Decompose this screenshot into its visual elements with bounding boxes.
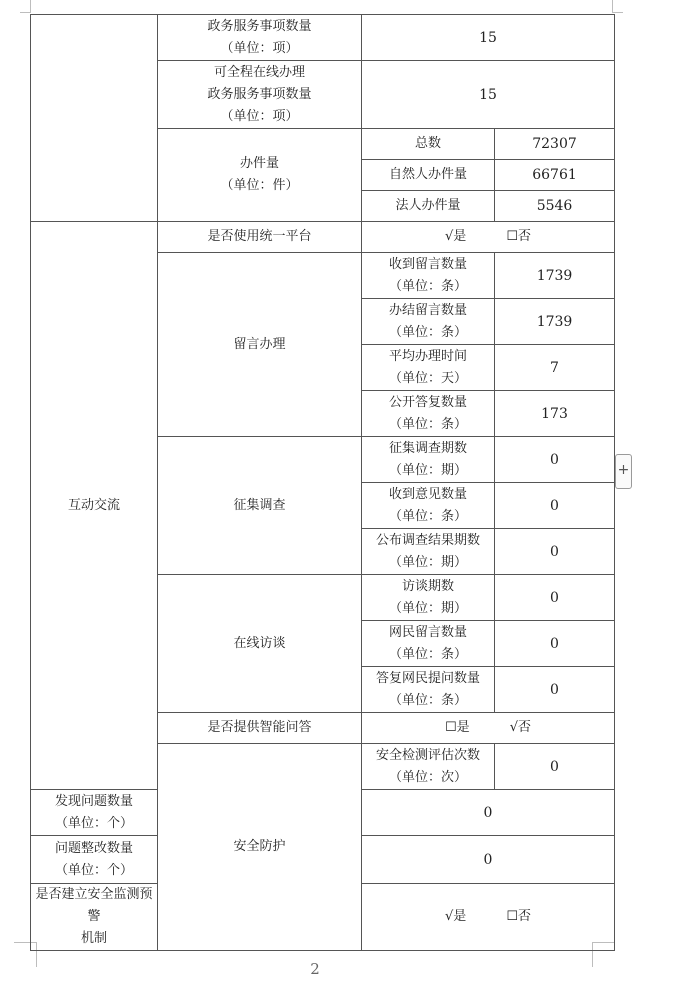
- message-item-label: 办结留言数量 （单位：条）: [362, 299, 495, 345]
- security-warning-label: 是否建立安全监测预警 机制: [31, 884, 158, 951]
- interview-item-label: 答复网民提问数量 （单位：条）: [362, 667, 495, 713]
- volume-total-value: 72307: [495, 129, 615, 160]
- volume-total-label: 总数: [362, 129, 495, 160]
- unified-platform-label: 是否使用统一平台: [158, 222, 362, 253]
- security-item-value: 0: [362, 790, 615, 836]
- interview-item-label: 网民留言数量 （单位：条）: [362, 621, 495, 667]
- table-row: [31, 15, 615, 61]
- survey-item-label: 公布调查结果期数 （单位：期）: [362, 529, 495, 575]
- security-warning-no: ☐否: [506, 909, 532, 924]
- survey-item-value: 0: [495, 483, 615, 529]
- message-item-value: 1739: [495, 299, 615, 345]
- service-items-label: 政务服务事项数量 （单位：项）: [158, 15, 362, 61]
- volume-legal-person-value: 5546: [495, 191, 615, 222]
- volume-label: 办件量 （单位：件）: [158, 129, 362, 222]
- unified-platform-no: ☐否: [506, 229, 532, 244]
- interview-label: 在线访谈: [158, 575, 362, 713]
- smart-qa-yes: ☐是: [444, 720, 470, 735]
- smart-qa-choice: [362, 713, 615, 744]
- security-warning-choice: [362, 884, 615, 951]
- volume-natural-person-value: 66761: [495, 160, 615, 191]
- message-item-label: 收到留言数量 （单位：条）: [362, 253, 495, 299]
- security-item-label: 发现问题数量 （单位：个）: [31, 790, 158, 836]
- message-item-label: 平均办理时间 （单位：天）: [362, 345, 495, 391]
- survey-label: 征集调查: [158, 437, 362, 575]
- survey-item-label: 收到意见数量 （单位：条）: [362, 483, 495, 529]
- volume-natural-person-label: 自然人办件量: [362, 160, 495, 191]
- interview-item-value: 0: [495, 621, 615, 667]
- blank-category-cell: [31, 15, 158, 222]
- message-handling-label: 留言办理: [158, 253, 362, 437]
- survey-item-value: 0: [495, 529, 615, 575]
- page-number: 2: [310, 960, 320, 978]
- add-row-button[interactable]: +: [615, 454, 632, 489]
- interview-item-label: 访谈期数 （单位：期）: [362, 575, 495, 621]
- report-table: [30, 14, 615, 951]
- security-item-label: 安全检测评估次数 （单位：次）: [362, 744, 495, 790]
- survey-item-value: 0: [495, 437, 615, 483]
- service-items-value: 15: [362, 15, 615, 61]
- security-item-value: 0: [495, 744, 615, 790]
- page-corner-mark-top-left: [20, 0, 31, 13]
- message-item-value: 173: [495, 391, 615, 437]
- interview-item-value: 0: [495, 667, 615, 713]
- message-item-value: 1739: [495, 253, 615, 299]
- online-service-items-value: 15: [362, 61, 615, 129]
- interaction-category: 互动交流: [31, 222, 158, 790]
- security-item-value: 0: [362, 836, 615, 884]
- message-item-label: 公开答复数量 （单位：条）: [362, 391, 495, 437]
- security-warning-yes: √是: [444, 909, 467, 924]
- table-row: [31, 222, 615, 253]
- smart-qa-no: √否: [509, 720, 532, 735]
- security-category: 安全防护: [158, 744, 362, 951]
- security-item-label: 问题整改数量 （单位：个）: [31, 836, 158, 884]
- unified-platform-yes: √是: [444, 229, 467, 244]
- interview-item-value: 0: [495, 575, 615, 621]
- page-corner-mark-top-right: [612, 0, 623, 13]
- online-service-items-label: 可全程在线办理 政务服务事项数量 （单位：项）: [158, 61, 362, 129]
- volume-legal-person-label: 法人办件量: [362, 191, 495, 222]
- message-item-value: 7: [495, 345, 615, 391]
- smart-qa-label: 是否提供智能问答: [158, 713, 362, 744]
- survey-item-label: 征集调查期数 （单位：期）: [362, 437, 495, 483]
- unified-platform-choice: [362, 222, 615, 253]
